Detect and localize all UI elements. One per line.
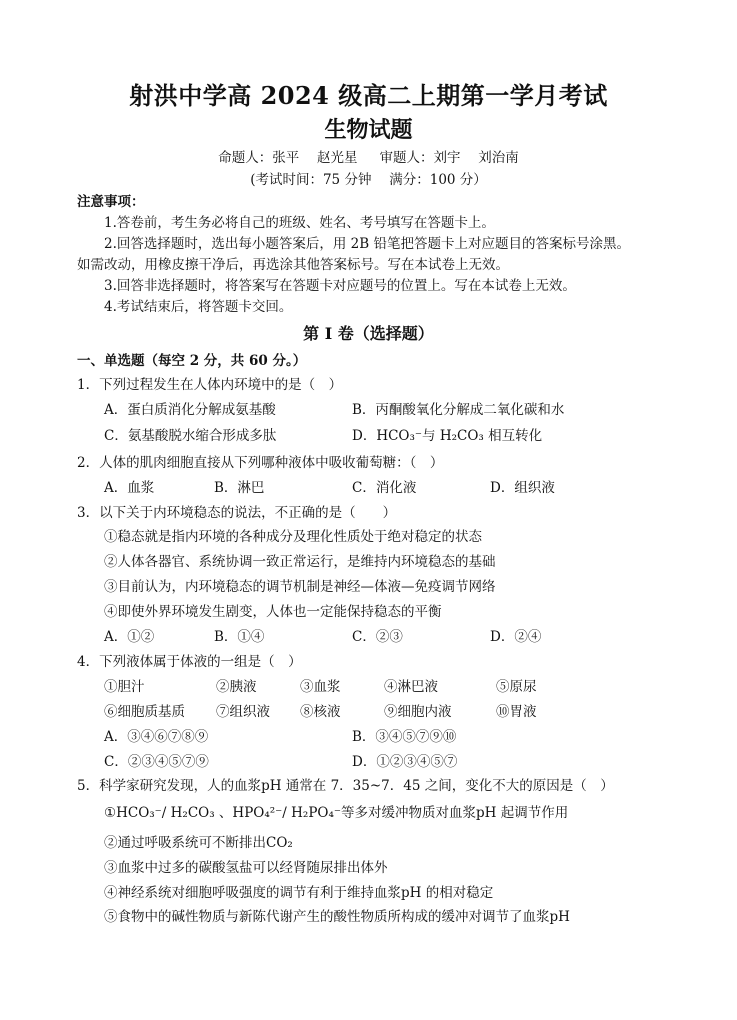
q3-option-a: A．①②	[104, 629, 155, 645]
q3-option-d: D．②④	[490, 629, 542, 645]
q4-stem: 4．下列液体属于体液的一组是（ ）	[77, 654, 302, 670]
note-item: 3.回答非选择题时，将答案写在答题卡对应题号的位置上。写在本试卷上无效。	[104, 278, 576, 294]
q4-item: ⑧核液	[300, 704, 341, 720]
q3-statement: ①稳态就是指内环境的各种成分及理化性质处于绝对稳定的状态	[104, 529, 482, 545]
exam-title: 射洪中学高 2024 级高二上期第一学月考试	[129, 81, 608, 110]
q5-statement: ①HCO₃⁻/ H₂CO₃ 、HPO₄²⁻/ H₂PO₄⁻等多对缓冲物质对血浆pH 起调节作用	[104, 805, 569, 821]
authors-right: 审题人：刘宇 刘治南	[379, 150, 519, 166]
section-title: 第 I 卷（选择题）	[303, 324, 434, 343]
q4-option-b: B．③④⑤⑦⑨⑩	[352, 729, 457, 745]
q2-option-a: A．血浆	[104, 480, 155, 496]
q2-option-b: B．淋巴	[214, 480, 265, 496]
q2-option-c: C．消化液	[352, 480, 417, 496]
time-info: (考试时间：75 分钟 满分：100 分）	[250, 172, 487, 188]
q1-option-b: B．丙酮酸氧化分解成二氧化碳和水	[352, 402, 565, 418]
q1-option-a: A．蛋白质消化分解成氨基酸	[104, 402, 276, 418]
q3-statement: ④即使外界环境发生剧变，人体也一定能保持稳态的平衡	[104, 604, 442, 620]
q4-item: ⑩胃液	[496, 704, 537, 720]
q4-item: ②胰液	[216, 679, 257, 695]
q5-statement: ②通过呼吸系统可不断排出CO₂	[104, 835, 293, 851]
q4-item: ⑤原尿	[496, 679, 537, 695]
notes-heading: 注意事项：	[77, 194, 145, 210]
note-item: 1.答卷前，考生务必将自己的班级、姓名、考号填写在答题卡上。	[104, 215, 495, 231]
q5-statement: ③血浆中过多的碳酸氢盐可以经肾随尿排出体外	[104, 860, 388, 876]
q4-item: ⑥细胞质基质	[104, 704, 185, 720]
note-item: 如需改动，用橡皮擦干净后，再选涂其他答案标号。写在本试卷上无效。	[77, 257, 509, 273]
q1-stem: 1．下列过程发生在人体内环境中的是（ ）	[77, 377, 343, 393]
q4-item: ④淋巴液	[384, 679, 438, 695]
q4-option-c: C．②③④⑤⑦⑨	[104, 754, 209, 770]
q3-stem: 3．以下关于内环境稳态的说法，不正确的是（ ）	[77, 505, 397, 521]
q4-item: ③血浆	[300, 679, 341, 695]
q2-stem: 2．人体的肌肉细胞直接从下列哪种液体中吸收葡萄糖：（ ）	[77, 455, 444, 471]
q1-option-d: D．HCO₃⁻与 H₂CO₃ 相互转化	[352, 428, 543, 444]
q1-option-c: C．氨基酸脱水缩合形成多肽	[104, 428, 277, 444]
q5-statement: ⑤食物中的碱性物质与新陈代谢产生的酸性物质所构成的缓冲对调节了血浆pH	[104, 909, 570, 925]
q4-item: ⑦组织液	[216, 704, 270, 720]
q4-item: ⑨细胞内液	[384, 704, 452, 720]
q4-option-d: D．①②③④⑤⑦	[352, 754, 458, 770]
authors-left: 命题人：张平 赵光星	[218, 150, 358, 166]
q3-statement: ③目前认为，内环境稳态的调节机制是神经—体液—免疫调节网络	[104, 579, 496, 595]
q5-stem: 5．科学家研究发现，人的血浆pH 通常在 7．35~7．45 之间，变化不大的原因是（ ）	[77, 778, 614, 794]
q3-option-c: C．②③	[352, 629, 403, 645]
q3-statement: ②人体各器官、系统协调一致正常运行，是维持内环境稳态的基础	[104, 554, 496, 570]
authors-line	[0, 149, 737, 167]
note-item: 2.回答选择题时，选出每小题答案后，用 2B 铅笔把答题卡上对应题目的答案标号涂黑。	[104, 236, 630, 252]
q5-statement: ④神经系统对细胞呼吸强度的调节有利于维持血浆pH 的相对稳定	[104, 885, 494, 901]
q4-item: ①胆汁	[104, 679, 145, 695]
note-item: 4.考试结束后，将答题卡交回。	[104, 299, 293, 315]
q3-option-b: B．①④	[214, 629, 265, 645]
q4-option-a: A．③④⑥⑦⑧⑨	[104, 729, 209, 745]
part-heading: 一、单选题（每空 2 分，共 60 分。）	[77, 353, 307, 369]
q2-option-d: D．组织液	[490, 480, 555, 496]
exam-subtitle: 生物试题	[324, 117, 413, 143]
